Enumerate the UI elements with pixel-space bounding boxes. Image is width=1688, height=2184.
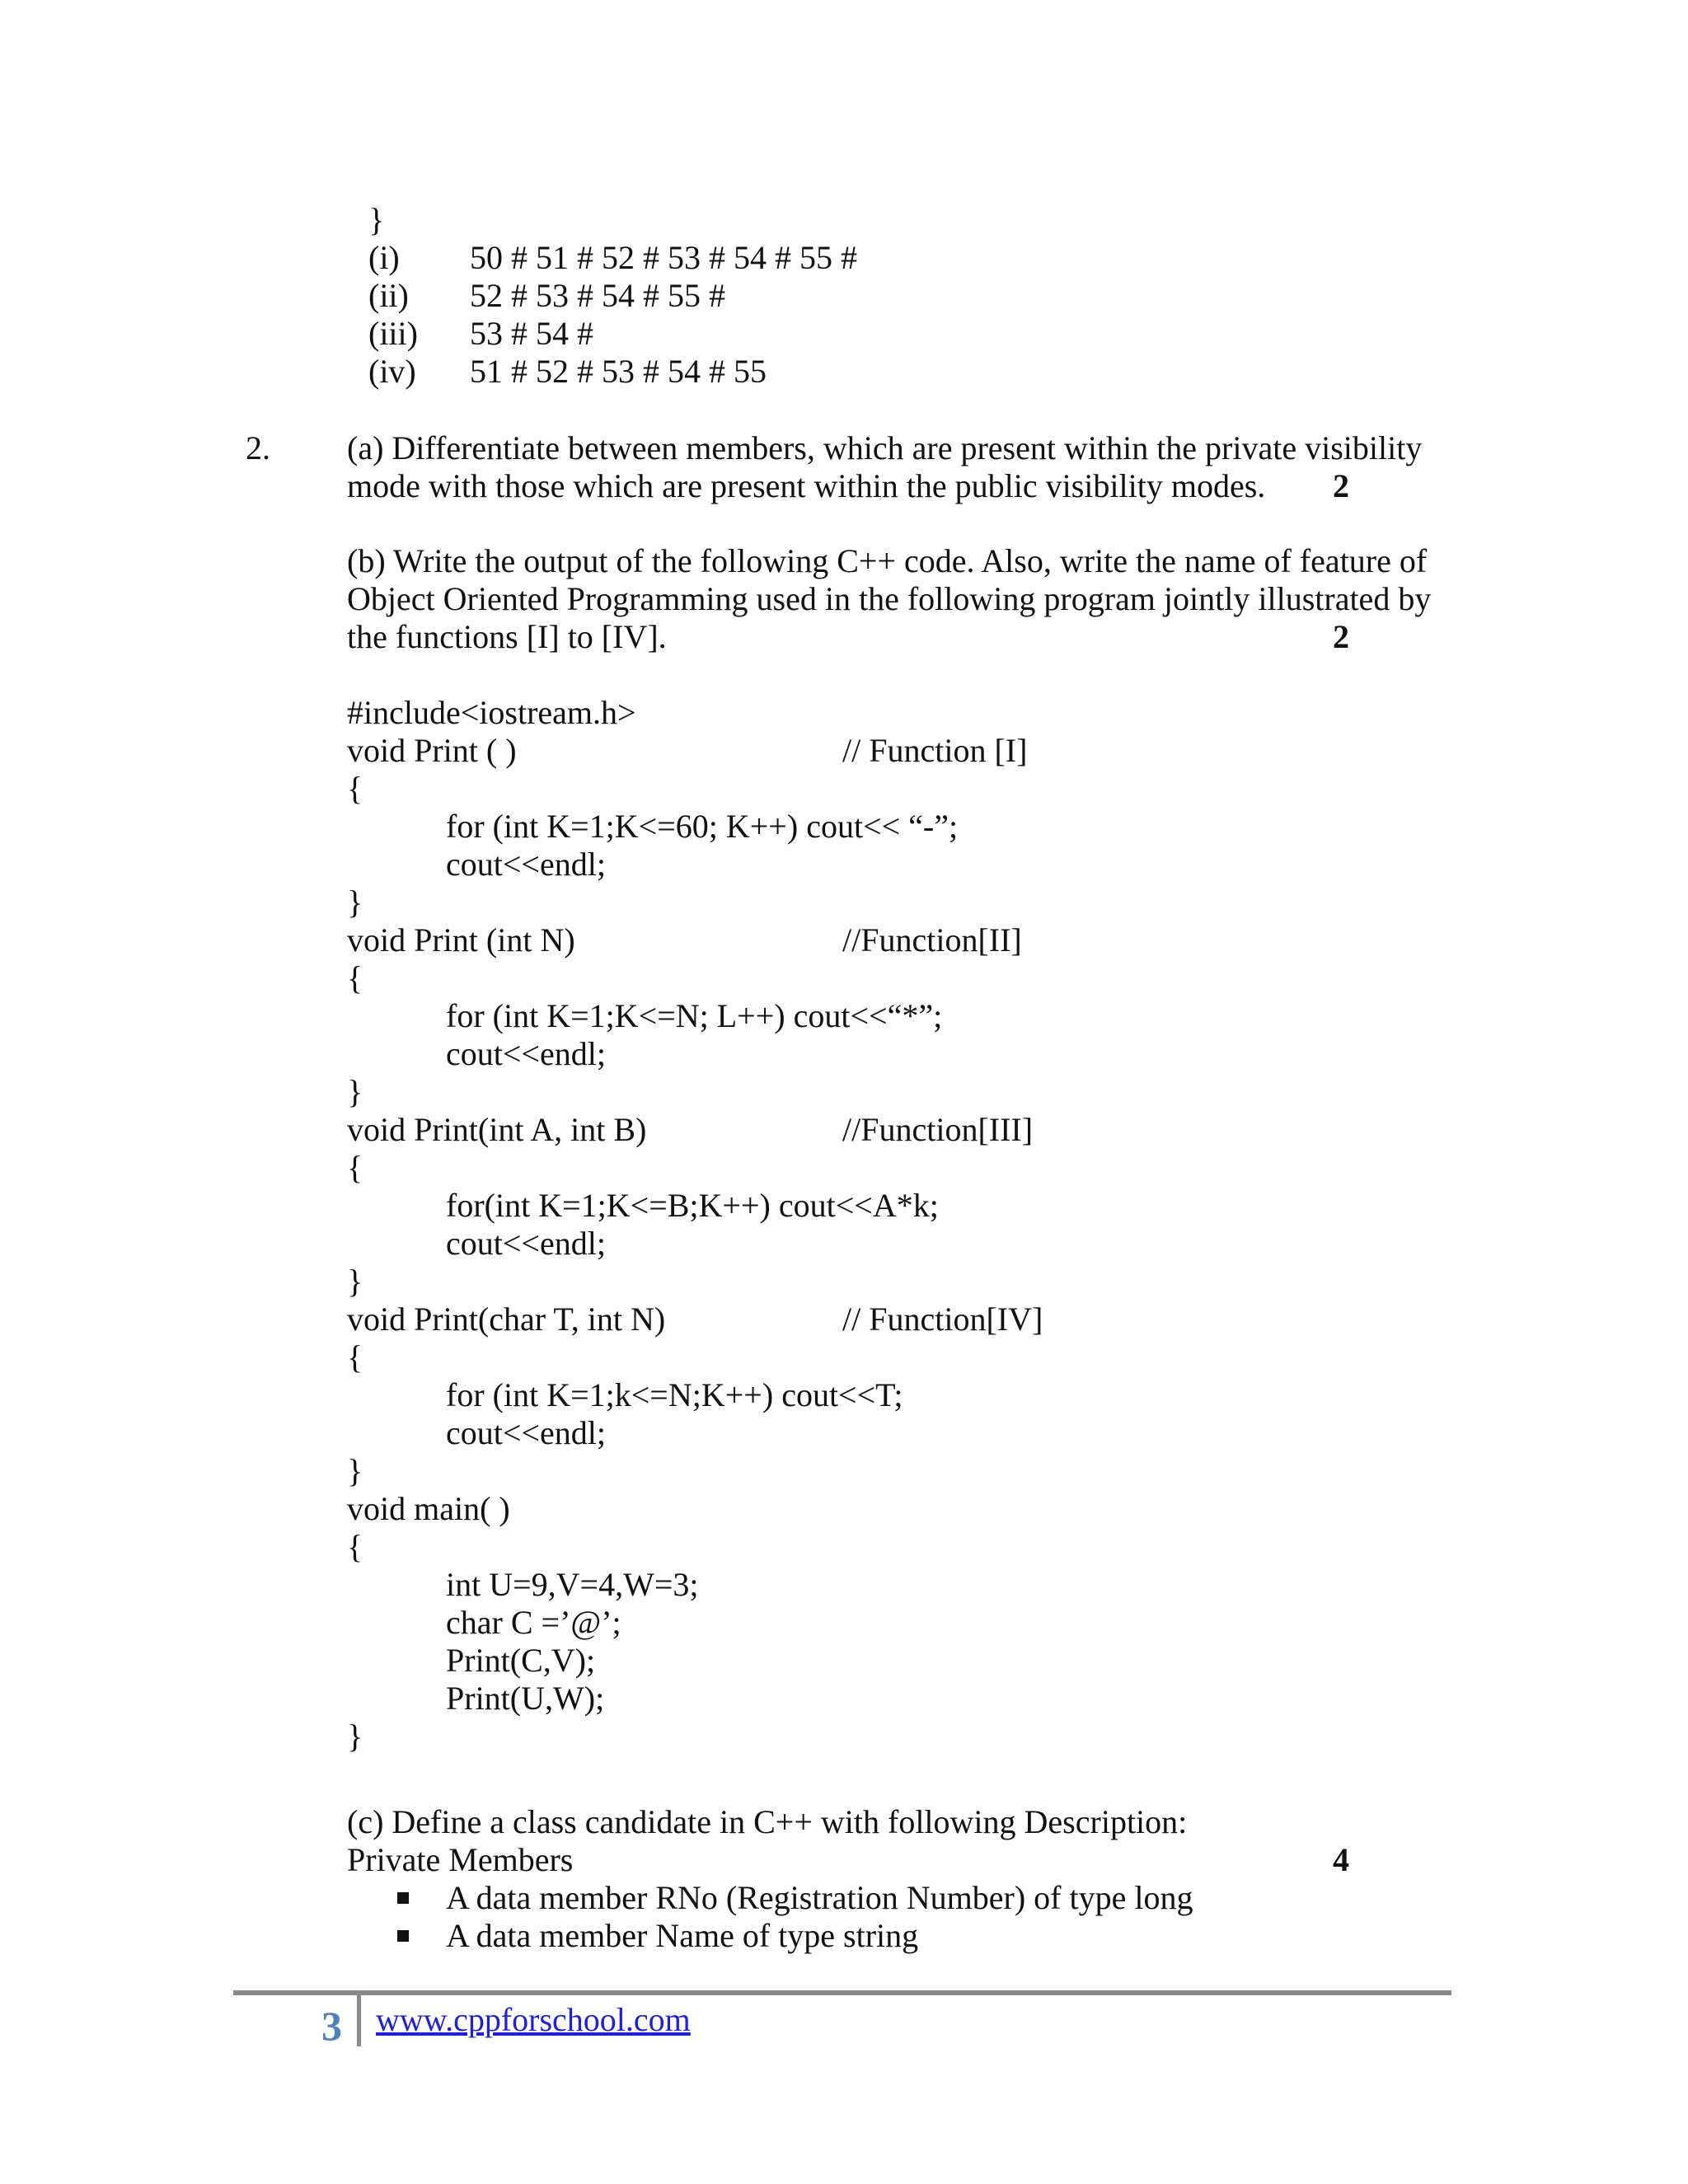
bullet-icon	[397, 1930, 409, 1942]
code-line: char C =’@’;	[446, 1604, 621, 1641]
code-line: {	[347, 1149, 363, 1186]
code-line: {	[347, 1528, 363, 1565]
footer-separator	[357, 1995, 361, 2046]
code-comment: // Function[IV]	[842, 1301, 1043, 1338]
code-line: int U=9,V=4,W=3;	[446, 1566, 699, 1603]
option-value: 53 # 54 #	[470, 315, 593, 352]
code-line: void Print(char T, int N)	[347, 1301, 666, 1338]
code-line: }	[347, 1452, 363, 1489]
part-b-line: (b) Write the output of the following C++ code. Also, write the name of feature of	[347, 542, 1428, 579]
code-comment: // Function [I]	[842, 732, 1028, 769]
closing-brace: }	[368, 201, 385, 238]
code-line: {	[347, 1338, 363, 1376]
code-line: }	[347, 1073, 363, 1110]
code-line: cout<<endl;	[446, 1035, 606, 1072]
private-members-label: Private Members	[347, 1841, 574, 1878]
code-line: Print(C,V);	[446, 1642, 596, 1679]
option-number: (i)	[368, 239, 400, 276]
bullet-item: A data member RNo (Registration Number) of type long	[446, 1879, 1193, 1916]
page-number: 3	[321, 2003, 342, 2049]
code-line: }	[347, 1718, 363, 1755]
code-line: }	[347, 1263, 363, 1300]
option-value: 50 # 51 # 52 # 53 # 54 # 55 #	[470, 239, 857, 276]
part-b-marks: 2	[1333, 618, 1349, 655]
code-line: {	[347, 959, 363, 996]
code-comment: //Function[III]	[842, 1111, 1034, 1148]
code-line: cout<<endl;	[446, 1225, 606, 1262]
option-value: 51 # 52 # 53 # 54 # 55	[470, 353, 767, 390]
option-value: 52 # 53 # 54 # 55 #	[470, 277, 725, 314]
part-a-line: (a) Differentiate between members, which are present within the private visibility	[347, 429, 1423, 466]
part-b-line: Object Oriented Programming used in the following program jointly illustrated by	[347, 580, 1432, 617]
footer-divider	[233, 1990, 1451, 1995]
code-line: void Print (int N)	[347, 921, 575, 958]
part-c-heading: (c) Define a class candidate in C++ with following Description:	[347, 1803, 1188, 1840]
code-line: cout<<endl;	[446, 1414, 606, 1451]
code-line: for(int K=1;K<=B;K++) cout<<A*k;	[446, 1187, 939, 1224]
part-c-marks: 4	[1333, 1841, 1349, 1878]
part-a-text	[347, 429, 1451, 505]
website-link[interactable]: www.cppforschool.com	[376, 2001, 691, 2038]
part-b-line: the functions [I] to [IV].	[347, 618, 667, 655]
code-line: void Print ( )	[347, 732, 517, 769]
bullet-item: A data member Name of type string	[446, 1917, 919, 1954]
code-line: void Print(int A, int B)	[347, 1111, 647, 1148]
code-line: Print(U,W);	[446, 1680, 605, 1717]
code-line: for (int K=1;K<=N; L++) cout<<“*”;	[446, 997, 943, 1034]
code-comment: //Function[II]	[842, 921, 1022, 958]
question-number: 2.	[246, 429, 270, 466]
bullet-icon	[397, 1892, 409, 1904]
code-line: void main( )	[347, 1490, 510, 1527]
code-line: {	[347, 770, 363, 807]
part-a-marks: 2	[1333, 467, 1349, 504]
code-line: #include<iostream.h>	[347, 694, 636, 731]
code-line: }	[347, 883, 363, 921]
part-b-text	[347, 542, 1451, 656]
code-line: for (int K=1;K<=60; K++) cout<< “-”;	[446, 808, 959, 845]
part-a-line: mode with those which are present within the public visibility modes.	[347, 467, 1266, 504]
option-number: (ii)	[368, 277, 409, 314]
option-number: (iv)	[368, 353, 416, 390]
code-line: cout<<endl;	[446, 846, 606, 883]
code-line: for (int K=1;k<=N;K++) cout<<T;	[446, 1376, 903, 1413]
option-number: (iii)	[368, 315, 418, 352]
